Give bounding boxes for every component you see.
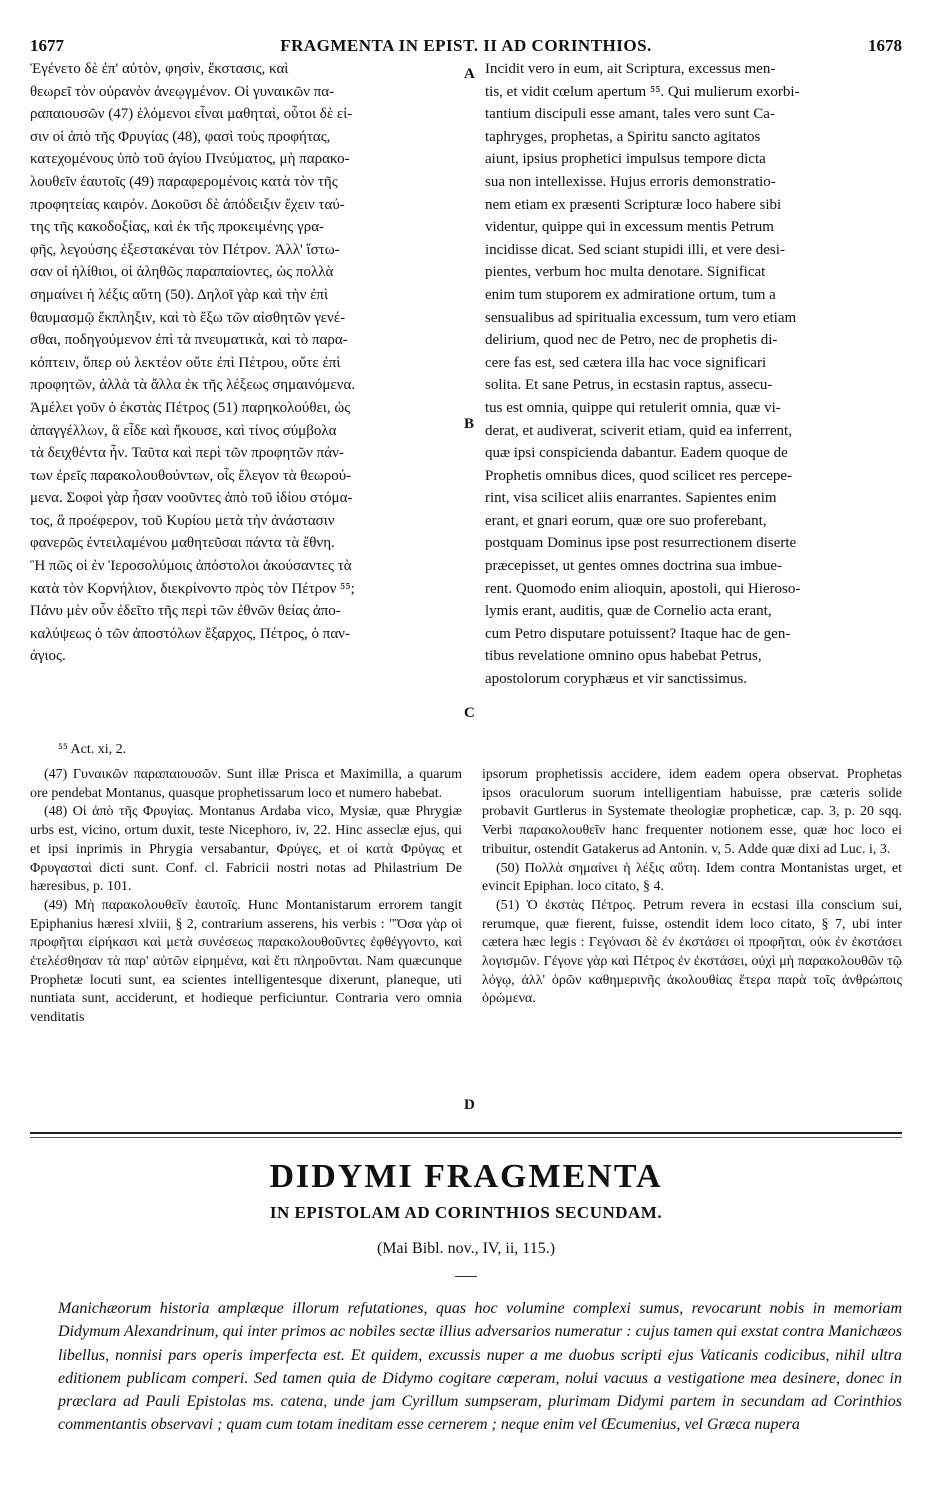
gutter-letter-d: D xyxy=(464,1097,475,1113)
greek-line: προφητῶν, ἀλλὰ τὰ ἄλλα ἐκ τῆς λέξεως σημαινόμενα. xyxy=(30,377,356,394)
latin-line: tibus revelatione omnino opus habebat Petrus, xyxy=(485,648,762,665)
latin-line: sua non intellexisse. Hujus erroris demonstratio- xyxy=(485,173,776,190)
section-divider-thick xyxy=(30,1132,902,1134)
greek-line: φῆς, λεγούσης ἐξεστακέναι τὸν Πέτρον. Ἀλλ' ἴστω- xyxy=(30,241,340,258)
greek-line: σημαίνει ἡ λέξις αὕτη (50). Δηλοῖ γὰρ καὶ τὴν ἐπὶ xyxy=(30,286,329,303)
latin-line: Incidit vero in eum, ait Scriptura, excessus men- xyxy=(485,61,776,77)
latin-line: apostolorum coryphæus et vir sanctissimus. xyxy=(485,671,748,688)
greek-line: άγιος. xyxy=(30,648,66,665)
greek-line: προφητείας καιρόν. Δοκοῦσι δὲ ἀπόδειξιν ἔχειν ταύ- xyxy=(30,196,345,213)
latin-line: rint, visa scilicet aliis enarrantes. Sapientes enim xyxy=(485,490,777,507)
greek-line: φανερῶς ἐντειλαμένου μαθητεῦσαι πάντα τὰ ἔθνη. xyxy=(30,535,335,552)
greek-line: ραπαιουσῶν (47) ἑλόμενοι εἶναι μαθηταὶ, οὗτοι δὲ εἰ- xyxy=(30,106,353,123)
latin-text-column xyxy=(485,58,905,691)
note-49-continued: ipsorum prophetissis accidere, idem eadem opera observat. Prophetas ipsos oraculorum suorum intelligentiam habuisse, præ cæteris solide probavit Gurtlerus in Systemate theologiæ propheticæ, cap. 3, p. 20 sqq. Verbi παρακολουθεῖν hanc frequenter notionem esse, quæ hoc loco ei tribuitur, ostendit Gatakerus ad Antonin. v, 5. Adde quæ dixi ad Luc. i, 3. xyxy=(482,767,902,857)
greek-line: μενα. Σοφοὶ γὰρ ἦσαν νοοῦντες ἀπὸ τοῦ ἰδίου στόμα- xyxy=(30,490,353,507)
note-48: (48) Οἱ ἀπὸ τῆς Φρυγίας. Montanus Ardaba vico, Mysiæ, quæ Phrygiæ urbs est, vicino, ortum duxit, teste Nicephoro, iv, 22. Hinc asseclæ ejus, qui et ipsi inprimis in Phrygia versabantur, Φρύγες, et οἱ κατὰ Φρύγας et Φρυγασταὶ dicti sunt. Conf. cl. Fabricii nostri notas ad Philastrium De hæresibus, p. 101. xyxy=(30,804,462,895)
latin-line: tis, et vidit cœlum apertum ⁵⁵. Qui mulierum exorbi- xyxy=(485,83,800,100)
latin-line: tus est omnia, quippe qui retulerit omnia, quæ vi- xyxy=(485,399,781,416)
latin-line: rent. Quomodo enim alioquin, apostoli, qui Hieroso- xyxy=(485,580,801,597)
page-number-right: 1678 xyxy=(868,36,902,55)
latin-line: tantium discipuli esse amant, tales vero sunt Ca- xyxy=(485,106,775,123)
latin-line: derat, et audiverat, sciverit etiam, quid ea inferrent, xyxy=(485,422,792,439)
greek-line: θαυμασμῷ ἔκπληξιν, καὶ τὸ ἔξω τῶν αἰσθητῶν γενέ- xyxy=(30,309,346,326)
note-47: (47) Γυναικῶν παραπαιουσῶν. Sunt illæ Prisca et Maximilla, a quarum ore pendebat Montanus, quasque prophetissarum loco et numero habebat. xyxy=(30,767,462,801)
note-49: (49) Μὴ παρακολουθεῖν ἑαυτοῖς. Hunc Montanistarum errorem tangit Epiphanius hæresi xlviii, § 2, contrarium asserens, his verbis : "Ὅσα γὰρ οἱ προφῆται εἰρήκασι καὶ μετὰ συνέσεως παρακολουθοῦντες ἐφθέγγοντο, καὶ ἐτελέσθησαν τὰ παρ' αὐτῶν εἰρημένα, καὶ ἔτι πληροῦνται. Nam quæcunque Prophetæ locuti sunt, ea scientes intelligentesque dixerunt, planeque, uti nuntiata sunt, acciderunt, et hodieque perficiuntur. Contraria vero omnia venditatis xyxy=(30,897,462,1026)
greek-line: καλύψεως ὁ τῶν ἀποστόλων ἔξαρχος, Πέτρος, ὁ παν- xyxy=(30,625,350,642)
section-divider-thin xyxy=(30,1137,902,1138)
latin-line: lymis erant, auditis, quæ de Cornelio acta erant, xyxy=(485,603,772,620)
notes-right-column xyxy=(482,766,902,1009)
intro-paragraph: Manichæorum historia amplæque illorum refutationes, quas hoc volumine complexi sumus, revocarunt nobis in memoriam Didymum Alexandrinum, qui inter primos ac nobiles sectæ illius adversarios numeratur : cujus tamen qui exstat contra Manichæos libellus, nonnisi pars operis imperfecta est. Et quidem, excussis nuper a me duobus scripti ejus Vaticanis codicibus, nihil ultra editionem publicam comperi. Sed tamen quia de Didymo cogitare cœperam, nolui vacuus a vestigatione mea desinere, donec in præclara ad Pauli Epistolas ms. catena, unde jam Cyrillum sumpseram, plurimam Didymi partem in secundam ad Corinthios commentantis observavi ; quam cum totam ineditam esse cernerem ; neque enim vel Œcumenius, vel Græca nupera xyxy=(58,1300,902,1434)
running-header xyxy=(30,36,902,58)
greek-line: της τῆς κακοδοξίας, καὶ ἐκ τῆς προκειμένης γρα- xyxy=(30,219,325,236)
gutter-letter-c: C xyxy=(464,705,475,721)
latin-line: taphryges, prophetas, a Spiritu sancto agitatos xyxy=(485,128,761,145)
greek-line: Ἢ πῶς οἱ ἐν Ἱεροσολύμοις ἀπόστολοι ἀκούσαντες τὰ xyxy=(30,558,352,575)
latin-line: solita. Et sane Petrus, in ecstasin raptus, assecu- xyxy=(485,377,773,394)
latin-line: incidisse dicat. Sed sciant stupidi illi, et vere desi- xyxy=(485,241,785,258)
short-divider xyxy=(455,1276,477,1277)
latin-line: delirium, quod nec de Petro, nec de prophetis di- xyxy=(485,332,778,349)
latin-line: pientes, verbum hoc multa denotare. Significat xyxy=(485,264,766,281)
note-51: (51) Ὁ ἐκστὰς Πέτρος. Petrum revera in ecstasi illa conscium sui, rerumque, quæ fierent, fuisse, ostendit idem loco citato, § 7, ubi inter cætera hæc legis : Γεγόνασι δὲ ἐν ἐκστάσει οἱ προφῆται, οὐκ ἐν ἐκστάσει λογισμῶν. Γέγονε γὰρ καὶ Πέτρος ἐν ἐκστάσει, οὐχὶ μὴ παρακολουθῶν τῷ λόγῳ, ἀλλ' ὁρῶν καθημερινῆς ἀκολουθίας ἕτερα παρὰ τοῖς ἀνθρώποις ὁρώμενα. xyxy=(482,897,902,1007)
running-title: FRAGMENTA IN EPIST. II AD CORINTHIOS. xyxy=(280,36,652,55)
greek-line: Πάνυ μὲν οὖν ἐδεῖτο τῆς περὶ τῶν ἐθνῶν θείας ἀπο- xyxy=(30,603,341,620)
latin-line: quæ ipsi conspicienda dabantur. Eadem quoque de xyxy=(485,445,788,462)
section-subtitle: IN EPISTOLAM AD CORINTHIOS SECUNDAM. xyxy=(269,1203,663,1222)
footnote: ⁵⁵ Act. xi, 2. xyxy=(58,742,127,757)
latin-line: nem etiam ex præsenti Scripturæ loco habere sibi xyxy=(485,196,782,213)
greek-text-column xyxy=(30,58,470,668)
latin-line: erant, et gnari eorum, quæ ore suo proferebant, xyxy=(485,512,767,529)
greek-line: κόπτειν, ὅπερ οὐ λεκτέον οὔτε ἐπὶ Πέτρου, οὔτε ἐπὶ xyxy=(30,354,341,371)
latin-line: cum Petro disputare potuissent? Itaque hac de gen- xyxy=(485,625,791,642)
latin-line: sensualibus ad spiritualia excessum, tum vero etiam xyxy=(485,309,797,326)
section-title: DIDYMI FRAGMENTA xyxy=(269,1158,663,1195)
greek-line: κατὰ τὸν Κορνήλιον, διεκρίνοντο πρὸς τὸν Πέτρον ⁵⁵; xyxy=(30,580,355,597)
latin-line: enim tum stuporem ex admiratione ortum, tum a xyxy=(485,286,776,303)
latin-line: postquam Dominus ipse post resurrectionem diserte xyxy=(485,535,797,552)
greek-line: Ἀμέλει γοῦν ὁ ἐκστὰς Πέτρος (51) παρηκολούθει, ὡς xyxy=(30,399,351,416)
section-source: (Mai Bibl. nov., IV, ii, 115.) xyxy=(376,1240,556,1257)
gutter-letter-a: A xyxy=(464,66,475,82)
greek-line: σαν οἱ ἠλίθιοι, οἱ ἀληθῶς παραπαίοντες, ὡς πολλὰ xyxy=(30,264,334,281)
latin-line: aiunt, ipsius prophetici impulsus tempore dicta xyxy=(485,151,766,168)
greek-line: τος, ἃ προέφερον, τοῦ Κυρίου μετὰ τὴν ἀνάστασιν xyxy=(30,512,335,529)
greek-line: των ἐρεῖς παρακολουθούντων, οἷς ἔλεγον τὰ θεωρού- xyxy=(30,467,352,484)
notes-left-column xyxy=(30,766,462,1028)
latin-line: Prophetis omnibus dices, quod scilicet res percepe- xyxy=(485,467,793,484)
note-50: (50) Πολλὰ σημαίνει ἡ λέξις αὕτη. Idem contra Montanistas urget, et evincit Epiphan. loco citato, § 4. xyxy=(482,860,902,895)
greek-line: ἀπαγγέλλων, ἃ εἶδε καὶ ἤκουσε, καὶ τίνος σύμβολα xyxy=(30,422,337,439)
gutter-letter-b: B xyxy=(464,416,475,432)
greek-line: σιν οἱ ἀπὸ τῆς Φρυγίας (48), φασὶ τοὺς προφήτας, xyxy=(30,128,331,145)
greek-line: θεωρεῖ τὸν οὐρανὸν ἀνεῳγμένον. Οἱ γυναικῶν πα- xyxy=(30,83,335,100)
latin-line: cere fas est, sed cætera illa hac voce significari xyxy=(485,354,767,371)
greek-line: σθαι, ποδηγούμενον ἐπὶ τὰ πνευματικὰ, καὶ τὸ παρα- xyxy=(30,332,348,349)
greek-line: Ἐγένετο δὲ ἐπ' αὐτὸν, φησὶν, ἔκστασις, καὶ xyxy=(30,61,289,77)
latin-line: præcepisset, ut gentes omnes doctrina sua imbue- xyxy=(485,558,783,575)
greek-line: κατεχομένους ὑπὸ τοῦ ἁγίου Πνεύματος, μὴ παρακο- xyxy=(30,151,350,168)
greek-line: τὰ δειχθέντα ἦν. Ταῦτα καὶ περὶ τῶν προφητῶν πάν- xyxy=(30,445,344,462)
page-number-left: 1677 xyxy=(30,36,64,55)
latin-line: videntur, quippe qui in excessum mentis Petrum xyxy=(485,219,774,236)
greek-line: λουθεῖν ἑαυτοῖς (49) παραφερομένοις κατὰ τὸν τῆς xyxy=(30,173,338,190)
